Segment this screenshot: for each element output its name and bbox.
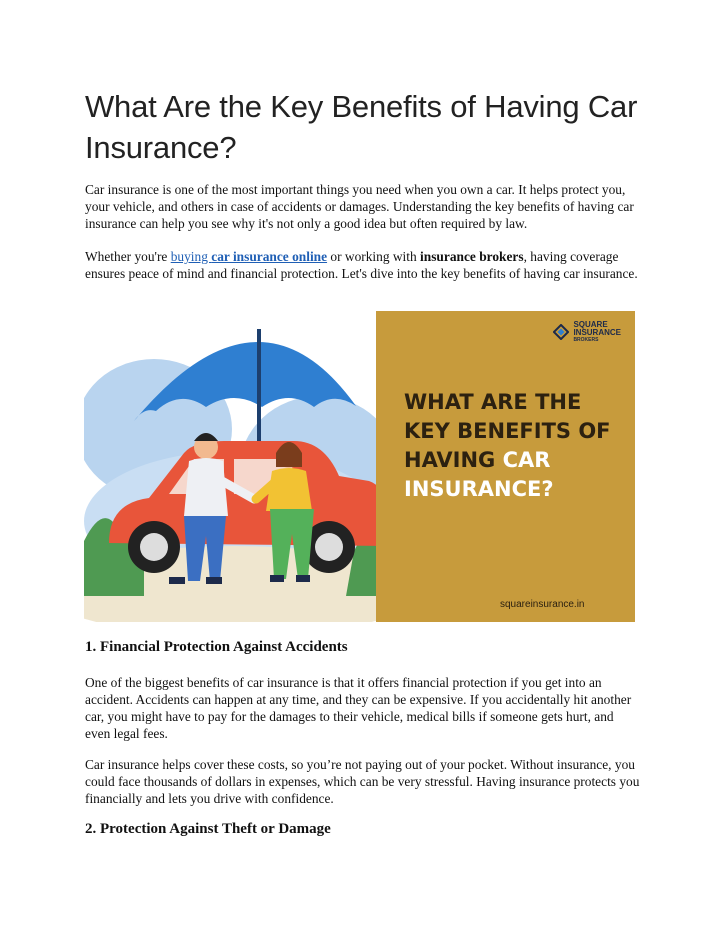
section-heading-1: 1. Financial Protection Against Accidents bbox=[85, 639, 348, 655]
section1-paragraph-2: Car insurance helps cover these costs, so you’re not paying out of your pocket. Without insurance, you could face thousands of dollars in expenses, which can be very stressful. Having insurance protects you financially and lets you drive with confidence. bbox=[85, 757, 640, 806]
car-insurance-illustration bbox=[84, 311, 376, 622]
section-heading-2: 2. Protection Against Theft or Damage bbox=[85, 821, 331, 837]
intro-text: Whether you're bbox=[85, 249, 171, 264]
intro-paragraph-2 bbox=[85, 248, 640, 282]
promo-heading: WHAT ARE THE KEY BENEFITS OF HAVING CAR INSURANCE? bbox=[404, 390, 611, 501]
intro-text: , having coverage ensures peace of mind and financial protection. Let's dive into the key benefits of having car insurance. bbox=[85, 249, 638, 281]
page-title: What Are the Key Benefits of Having Car Insurance? bbox=[85, 89, 638, 165]
insurance-brokers-text: insurance brokers bbox=[420, 249, 524, 264]
section1-paragraph-1: One of the biggest benefits of car insurance is that it offers financial protection if you get into an accident. Accidents can happen at any time, and they can be expensive. If you accidentally hit another car, you might have to pay for the damages to their vehicle, medical bills if someone gets hurt, and even legal fees. bbox=[85, 675, 632, 741]
website-label: squareinsurance.in bbox=[500, 599, 585, 610]
intro-text: or working with bbox=[327, 249, 421, 264]
car-insurance-online-link[interactable]: buying car insurance online bbox=[170, 249, 328, 264]
intro-paragraph: Car insurance is one of the most important things you need when you own a car. It helps protect you, your vehicle, and others in case of accidents or damages. Understanding the key benefits of having car insurance can help you see why it's not only a good idea but often required by law. bbox=[85, 182, 634, 231]
square-insurance-logo: SQUARE INSURANCE BROKERS bbox=[553, 321, 621, 343]
hero-image bbox=[84, 311, 635, 622]
promo-panel bbox=[376, 311, 635, 622]
diamond-logo-icon bbox=[553, 324, 569, 340]
